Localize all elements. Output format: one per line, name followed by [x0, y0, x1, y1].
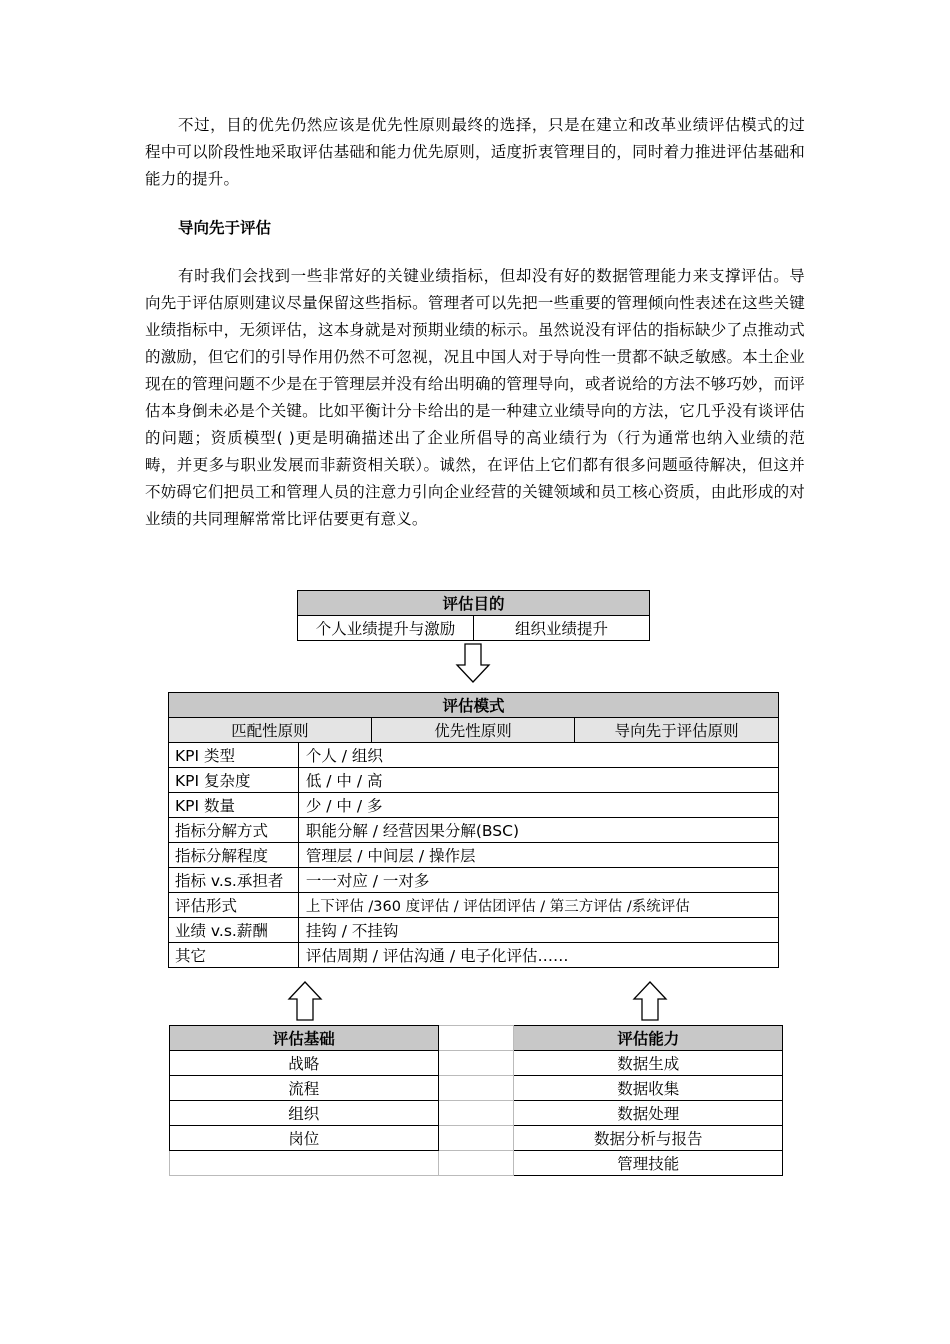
capability-item: 数据分析与报告	[514, 1126, 783, 1151]
row-label: KPI 类型	[169, 743, 299, 768]
purpose-table	[297, 590, 650, 641]
principle-guidance: 导向先于评估原则	[575, 718, 779, 743]
paragraph-body: 有时我们会找到一些非常好的关键业绩指标，但却没有好的数据管理能力来支撑评估。导向先于评估原则建议尽量保留这些指标。管理者可以先把一些重要的管理倾向性表述在这些关键业绩指标中，无须评估，这本身就是对预期业绩的标示。虽然说没有评估的指标缺少了点推动式的激励，但它们的引导作用仍然不可忽视，况且中国人对于导向性一贯都不缺乏敏感。本土企业现在的管理问题不少是在于管理层并没有给出明确的管理导向，或者说给的方法不够巧妙，而评估本身倒未必是个关键。比如平衡计分卡给出的是一种建立业绩导向的方法，它几乎没有谈评估的问题；资质模型( )更是明确描述出了企业所倡导的高业绩行为（行为通常也纳入业绩的范畴，并更多与职业发展而非薪资相关联）。诚然，在评估上它们都有很多问题亟待解决，但这并不妨碍它们把员工和管理人员的注意力引向企业经营的关键领域和员工核心资质，由此形成的对业绩的共同理解常常比评估要更有意义。	[145, 267, 805, 528]
row-value: 评估周期 / 评估沟通 / 电子化评估……	[298, 943, 778, 968]
basis-capability-table	[169, 1025, 783, 1176]
row-value: 职能分解 / 经营因果分解(BSC)	[298, 818, 778, 843]
basis-item: 组织	[170, 1101, 439, 1126]
row-value: 管理层 / 中间层 / 操作层	[298, 843, 778, 868]
arrow-up-icon	[287, 981, 323, 1021]
arrow-up-icon	[632, 981, 668, 1021]
spacer-cell	[438, 1026, 514, 1051]
basis-item: 流程	[170, 1076, 439, 1101]
row-value: 一一对应 / 一对多	[298, 868, 778, 893]
capability-item: 数据收集	[514, 1076, 783, 1101]
principle-priority: 优先性原则	[371, 718, 575, 743]
purpose-item: 个人业绩提升与激励	[298, 616, 474, 641]
row-label: KPI 复杂度	[169, 768, 299, 793]
spacer-cell	[438, 1126, 514, 1151]
row-label: 评估形式	[169, 893, 299, 918]
capability-title: 评估能力	[514, 1026, 783, 1051]
spacer-cell	[438, 1101, 514, 1126]
basis-title: 评估基础	[170, 1026, 439, 1051]
arrow-down-icon	[455, 643, 491, 683]
spacer-cell	[438, 1151, 514, 1176]
mode-title: 评估模式	[169, 693, 779, 718]
capability-item: 管理技能	[514, 1151, 783, 1176]
spacer-cell	[438, 1051, 514, 1076]
purpose-item: 组织业绩提升	[474, 616, 650, 641]
row-label: 其它	[169, 943, 299, 968]
spacer-cell	[438, 1076, 514, 1101]
row-label: 指标 v.s.承担者	[169, 868, 299, 893]
capability-item: 数据处理	[514, 1101, 783, 1126]
row-label: KPI 数量	[169, 793, 299, 818]
row-value: 少 / 中 / 多	[298, 793, 778, 818]
row-label: 业绩 v.s.薪酬	[169, 918, 299, 943]
section-heading: 导向先于评估	[178, 219, 272, 237]
mode-table	[168, 692, 779, 968]
capability-item: 数据生成	[514, 1051, 783, 1076]
row-label: 指标分解程度	[169, 843, 299, 868]
row-value: 低 / 中 / 高	[298, 768, 778, 793]
purpose-title: 评估目的	[298, 591, 650, 616]
principle-match: 匹配性原则	[169, 718, 372, 743]
basis-item: 战略	[170, 1051, 439, 1076]
row-value: 个人 / 组织	[298, 743, 778, 768]
row-label: 指标分解方式	[169, 818, 299, 843]
paragraph-intro: 不过，目的优先仍然应该是优先性原则最终的选择，只是在建立和改革业绩评估模式的过程中可以阶段性地采取评估基础和能力优先原则，适度折衷管理目的，同时着力推进评估基础和能力的提升。	[145, 116, 805, 188]
empty-cell	[170, 1151, 439, 1176]
basis-item: 岗位	[170, 1126, 439, 1151]
row-value: 挂钩 / 不挂钩	[298, 918, 778, 943]
row-value: 上下评估 /360 度评估 / 评估团评估 / 第三方评估 /系统评估	[298, 893, 778, 918]
